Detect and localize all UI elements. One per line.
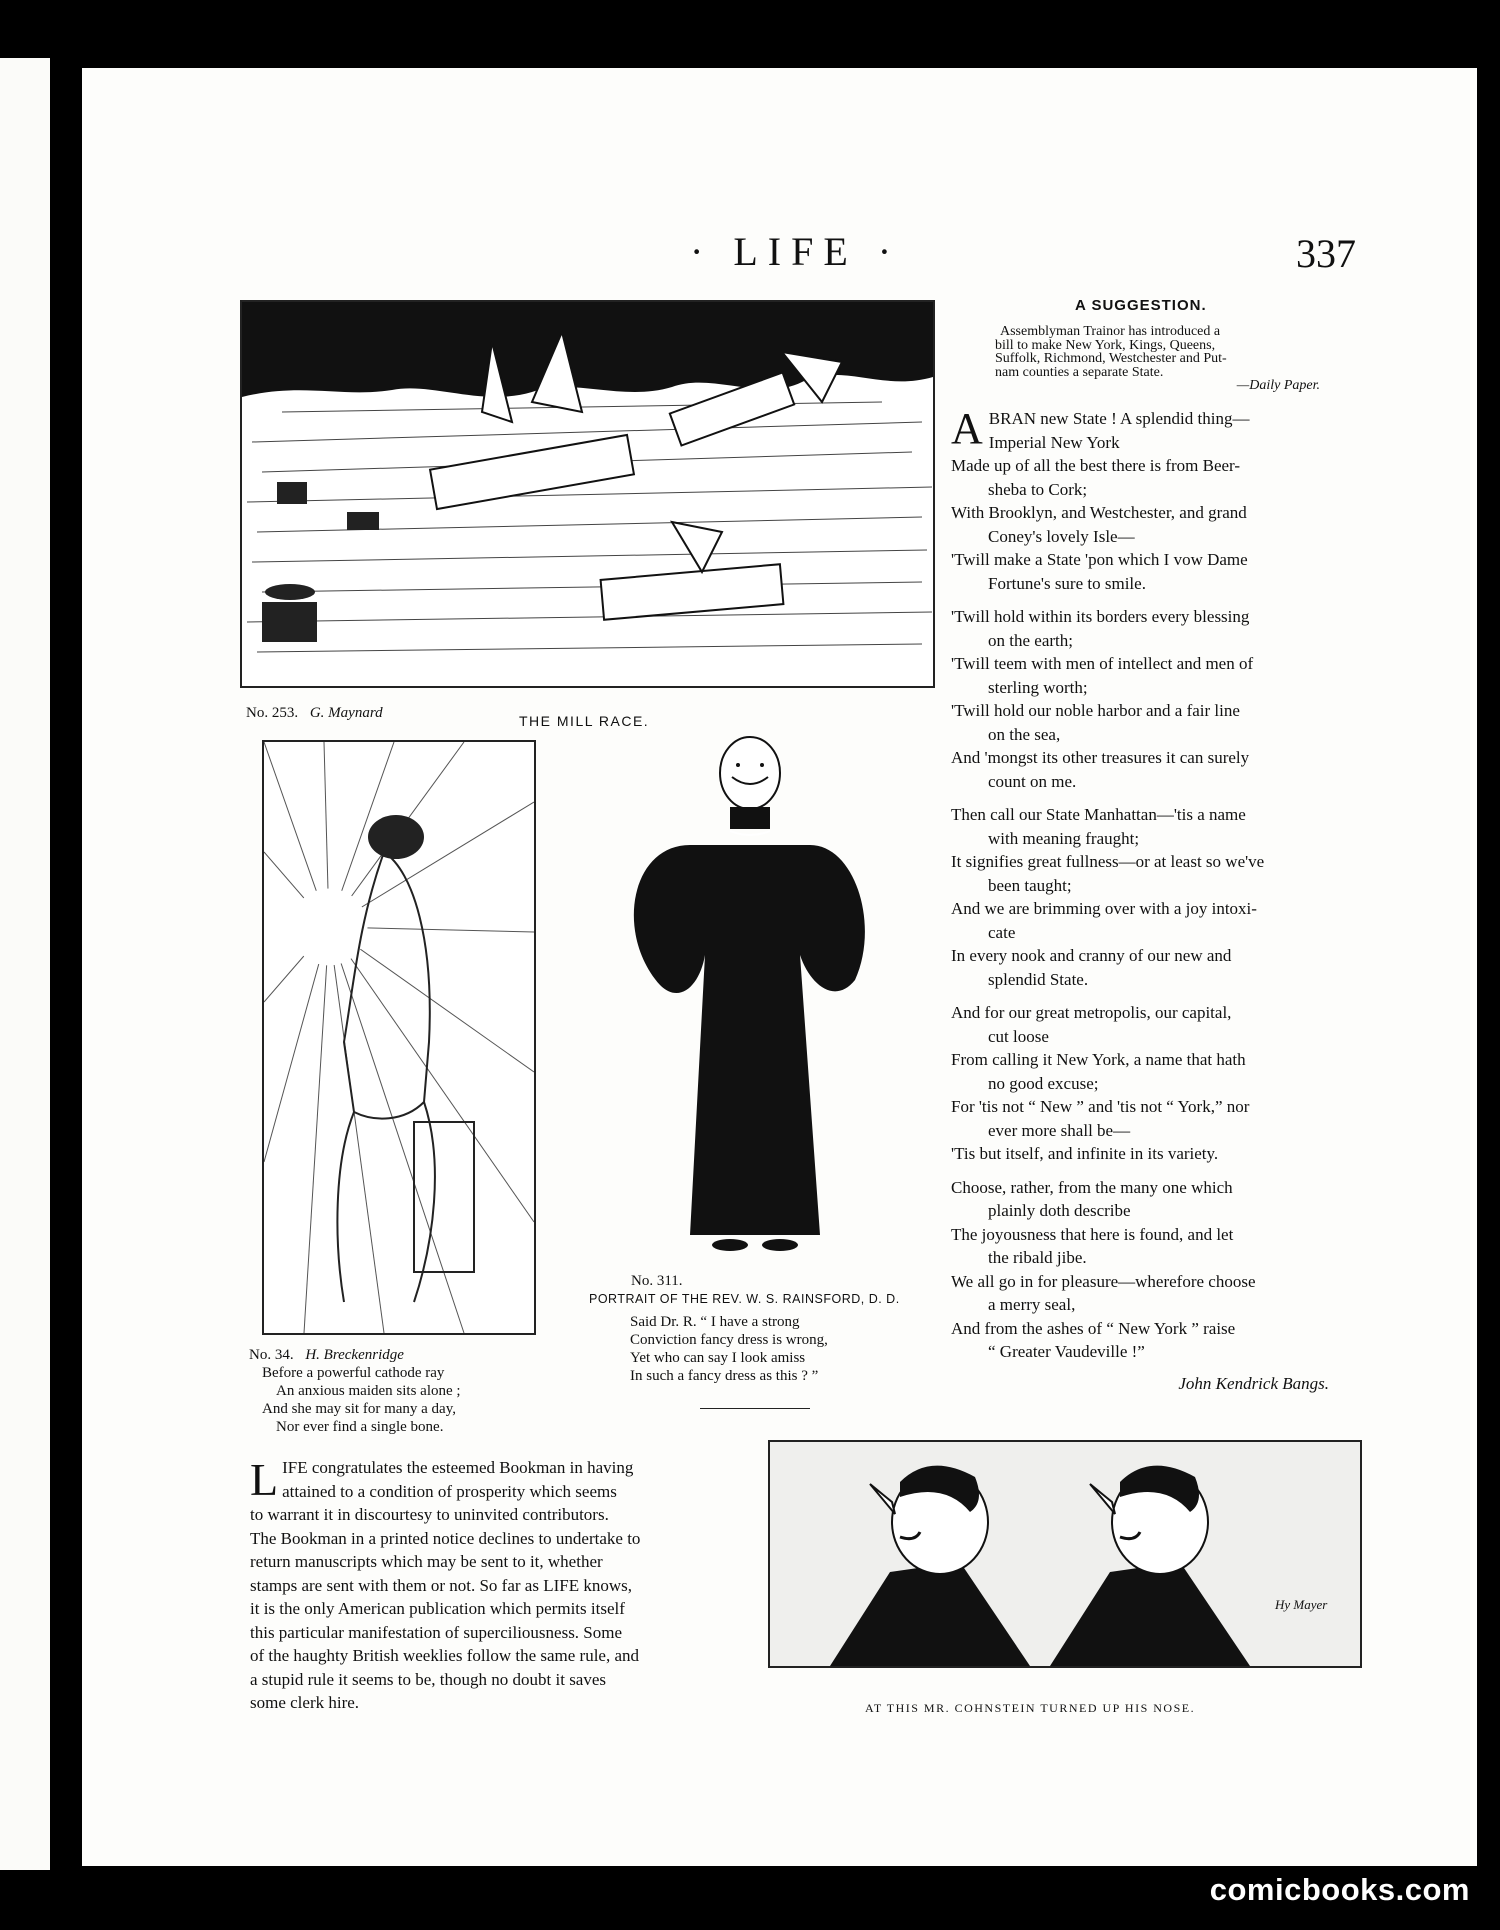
poem-line: 'Tis but itself, and infinite in its variety. (951, 1144, 1219, 1163)
epigraph-line: bill to make New York, Kings, Queens, (995, 337, 1216, 353)
poem-line: a merry seal, (988, 1295, 1076, 1314)
facing-page-edge (0, 58, 50, 1870)
rainsford-number: No. 311. (631, 1273, 683, 1289)
paragraph-line: this particular manifestation of superciliousness. Some (250, 1622, 623, 1642)
paragraph-line: of the haughty British weeklies follow the same rule, and (250, 1646, 640, 1665)
verse-line: Before a powerful cathode ray (262, 1365, 445, 1381)
poem-line: sheba to Cork; (988, 479, 1088, 499)
cathode-ray-illustration (262, 740, 536, 1335)
poem-line: Coney's lovely Isle— (988, 526, 1135, 546)
breckenridge-artist: H. Breckenridge (305, 1347, 404, 1363)
bookman-paragraph (250, 1456, 760, 1715)
poem-line: And 'mongst its other treasures it can surely (951, 748, 1250, 767)
verse-line: And she may sit for many a day, (262, 1401, 456, 1417)
artist-signature: Hy Mayer (1275, 1597, 1328, 1612)
poem-line: cut loose (988, 1026, 1049, 1046)
epigraph-line: nam counties a separate State. (995, 364, 1164, 380)
poem-line: 'Twill teem with men of intellect and men of (951, 654, 1254, 673)
paragraph-line: return manuscripts which may be sent to it, whether (250, 1552, 603, 1571)
poem-line: Made up of all the best there is from Beer- (951, 456, 1241, 475)
paragraph-line: stamps are sent with them or not. So far as LIFE knows, (250, 1575, 632, 1595)
poem-line: And we are brimming over with a joy intoxi- (951, 899, 1257, 918)
mill-race-illustration (240, 300, 935, 688)
breckenridge-credit (249, 1346, 549, 1364)
verse-line: Nor ever find a single bone. (276, 1419, 444, 1435)
poem-line: 'Twill hold within its borders every blessing (951, 607, 1250, 626)
paragraph-line: IFE congratulates the esteemed Bookman in having (282, 1458, 634, 1477)
rainsford-title: PORTRAIT OF THE REV. W. S. RAINSFORD, D. D. (589, 1292, 900, 1306)
poem-line: 'Twill hold our noble harbor and a fair line (951, 701, 1240, 720)
epigraph-line: Assemblyman Trainor has introduced a (1000, 324, 1221, 339)
rainsford-verse (630, 1313, 910, 1385)
verse-line: Conviction fancy dress is wrong, (630, 1332, 828, 1348)
poem-line: It signifies great fullness—or at least so we've (951, 852, 1265, 871)
paragraph-dropcap: L (250, 1454, 279, 1505)
section-divider (700, 1408, 810, 1409)
poem-line: with meaning fraught; (988, 828, 1140, 848)
mill-race-title: THE MILL RACE. (519, 713, 650, 729)
poem-line: And from the ashes of “ New York ” raise (951, 1318, 1236, 1338)
paragraph-line: attained to a condition of prosperity which seems (282, 1481, 617, 1501)
cohnstein-illustration (768, 1440, 1362, 1668)
poem-line: 'Twill make a State 'pon which I vow Dame (951, 550, 1248, 569)
poem-dropcap: A (951, 404, 983, 453)
paragraph-line: some clerk hire. (250, 1693, 360, 1712)
poem-line: count on me. (988, 771, 1077, 791)
poem-line: sterling worth; (988, 677, 1088, 697)
breckenridge-verse (262, 1364, 532, 1436)
watermark: comicbooks.com (1209, 1872, 1470, 1907)
page-number: 337 (1296, 231, 1356, 276)
poem-line: We all go in for pleasure—wherefore choose (951, 1271, 1256, 1291)
mill-race-number: No. 253. (246, 705, 299, 721)
poem-line: From calling it New York, a name that hath (951, 1050, 1246, 1069)
masthead: · LIFE · (690, 229, 902, 274)
verse-line: Said Dr. R. “ I have a strong (630, 1314, 800, 1330)
poem-epigraph (995, 325, 1320, 393)
paragraph-line: it is the only American publication which permits itself (250, 1599, 625, 1618)
paragraph-line: The Bookman in a printed notice declines to undertake to (250, 1528, 641, 1548)
poem-line: splendid State. (988, 969, 1089, 989)
poem-line: Fortune's sure to smile. (988, 573, 1146, 593)
rainsford-portrait (620, 735, 870, 1265)
poem-line: the ribald jibe. (988, 1248, 1087, 1267)
poem-line: plainly doth describe (988, 1201, 1131, 1220)
poem-line: no good excuse; (988, 1073, 1099, 1093)
poem-line: ever more shall be— (988, 1120, 1131, 1140)
poem-line: With Brooklyn, and Westchester, and grand (951, 503, 1247, 522)
poem-line: The joyousness that here is found, and let (951, 1224, 1234, 1244)
poem-line: Then call our State Manhattan—'tis a name (951, 805, 1246, 824)
poem-body (951, 404, 1347, 1395)
poem-line: been taught; (988, 875, 1072, 895)
poem-line: cate (988, 922, 1016, 942)
poem-line: on the earth; (988, 630, 1073, 650)
poem-line: Imperial New York (988, 432, 1120, 452)
poem-title: A SUGGESTION. (1075, 297, 1207, 314)
poem-line: “ Greater Vaudeville !” (988, 1342, 1145, 1361)
poem-line: And for our great metropolis, our capital, (951, 1003, 1232, 1022)
poem-author: John Kendrick Bangs. (1178, 1373, 1329, 1393)
poem-line: BRAN new State ! A splendid thing— (988, 409, 1250, 428)
verse-line: Yet who can say I look amiss (630, 1350, 806, 1366)
epigraph-line: Suffolk, Richmond, Westchester and Put- (995, 351, 1227, 366)
verse-line: An anxious maiden sits alone ; (276, 1383, 461, 1399)
paragraph-line: to warrant it in discourtesy to uninvited contributors. (250, 1505, 609, 1524)
poem-line: In every nook and cranny of our new and (951, 946, 1232, 965)
poem-line: Choose, rather, from the many one which (951, 1177, 1233, 1197)
verse-line: In such a fancy dress as this ? ” (630, 1368, 819, 1384)
epigraph-source: —Daily Paper. (1236, 378, 1320, 393)
poem-line: on the sea, (988, 724, 1061, 744)
cohnstein-caption: AT THIS MR. COHNSTEIN TURNED UP HIS NOSE. (865, 1701, 1196, 1715)
paragraph-line: a stupid rule it seems to be, though no doubt it saves (250, 1669, 607, 1689)
breckenridge-number: No. 34. (249, 1347, 294, 1363)
poem-line: For 'tis not “ New ” and 'tis not “ York,” nor (951, 1097, 1250, 1116)
mill-race-artist: G. Maynard (309, 705, 383, 721)
mill-race-credit (246, 704, 383, 722)
